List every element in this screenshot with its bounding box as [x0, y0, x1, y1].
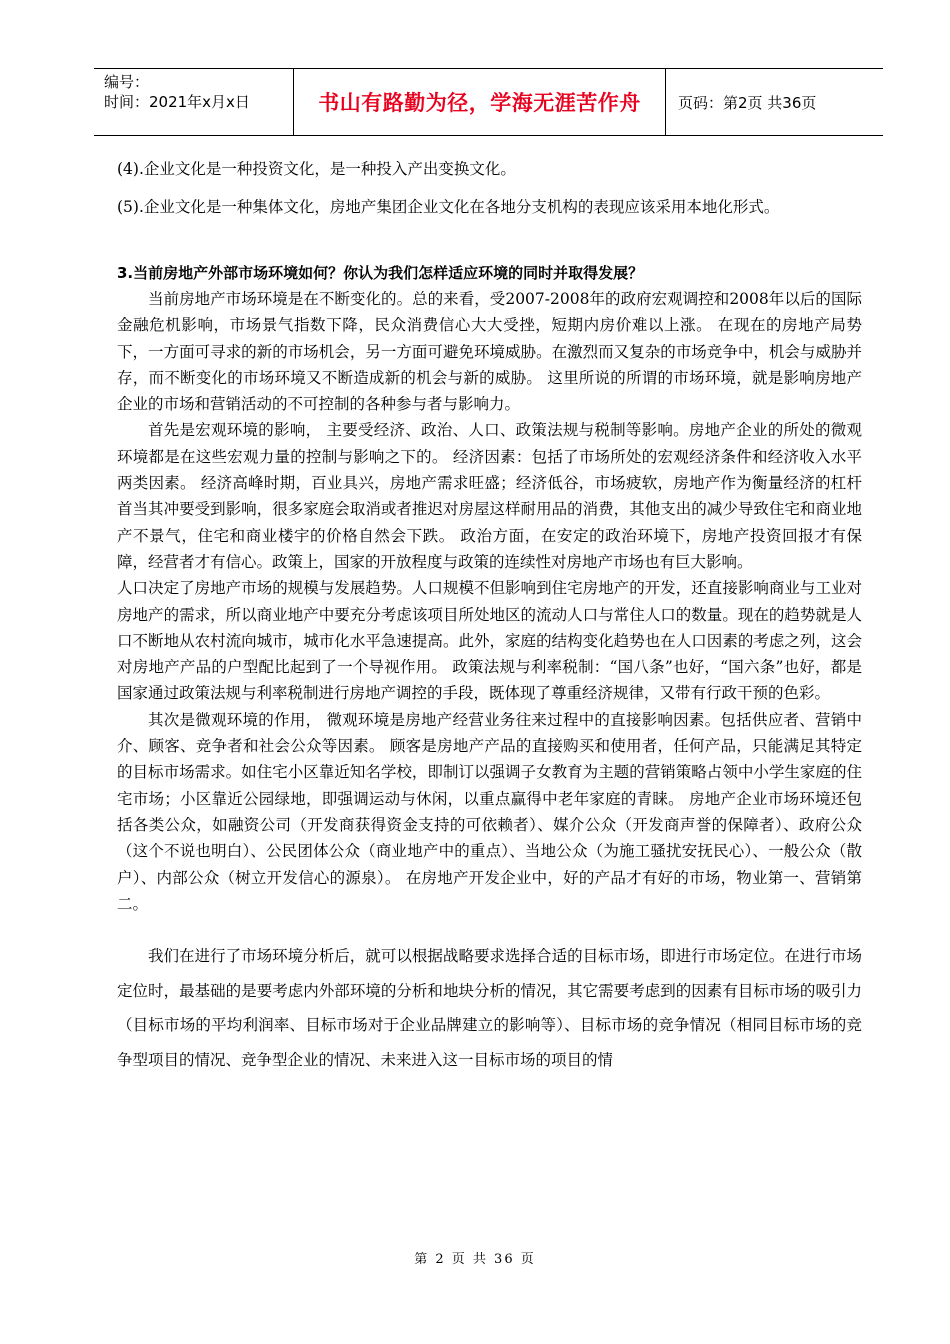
- header-meta-cell: [94, 69, 294, 135]
- document-body: [117, 150, 862, 1077]
- page-footer: 第 2 页 共 36 页: [414, 1252, 536, 1267]
- paragraph-population: 人口决定了房地产市场的规模与发展趋势。人口规模不但影响到住宅房地产的开发，还直接影响商业与工业对房地产的需求，所以商业地产中要充分考虑该项目所处地区的流动人口与常住人口的数量。现在的趋势就是人口不断地从农村流向城市，城市化水平急速提高。此外，家庭的结构变化趋势也在人口因素的考虑之列，这会对房地产产品的户型配比起到了一个导视作用。 政策法规与利率税制：“国八条”也好，“国六条”也好，都是国家通过政策法规与利率税制进行房地产调控的手段，既体现了尊重经济规律，又带有行政干预的色彩。: [117, 579, 862, 703]
- header-motto: 书山有路勤为径，学海无涯苦作舟: [294, 69, 666, 135]
- list-item-4: (4).企业文化是一种投资文化，是一种投入产出变换文化。: [117, 160, 516, 178]
- paragraph-micro-environment: 其次是微观环境的作用， 微观环境是房地产经营业务往来过程中的直接影响因素。包括供应者、营销中介、顾客、竞争者和社会公众等因素。 顾客是房地产产品的直接购买和使用者，任何产品，只能满足其特定的目标市场需求。如住宅小区靠近知名学校，即制订以强调子女教育为主题的营销策略占领中小学生家庭的住宅市场；小区靠近公园绿地，即强调运动与休闲，以重点赢得中老年家庭的青睐。 房地产企业市场环境还包括各类公众，如融资公司（开发商获得资金支持的可依赖者）、媒介公众（开发商声誉的保障者）、政府公众（这个不说也明白）、公民团体公众（商业地产中的重点）、当地公众（为施工骚扰安抚民心）、一般公众（散户）、内部公众（树立开发信心的源泉）。 在房地产开发企业中，好的产品才有好的市场，物业第一、营销第二。: [117, 710, 862, 913]
- document-time-label: 时间：2021年x月x日: [104, 93, 250, 111]
- paragraph-macro-environment: 首先是宏观环境的影响， 主要受经济、政治、人口、政策法规与税制等影响。房地产企业的所处的微观环境都是在这些宏观力量的控制与影响之下的。 经济因素：包括了市场所处的宏观经济条件和经济收入水平两类因素。 经济高峰时期，百业具兴，房地产需求旺盛；经济低谷，市场疲软，房地产作为衡量经济的杠杆首当其冲要受到影响，很多家庭会取消或者推迟对房屋这样耐用品的消费，其他支出的减少导致住宅和商业地产不景气，住宅和商业楼宇的价格自然会下跌。 政治方面，在安定的政治环境下，房地产投资回报才有保障，经营者才有信心。政策上，国家的开放程度与政策的连续性对房地产市场也有巨大影响。: [117, 421, 862, 571]
- header-page-number: 页码：第2页 共36页: [678, 93, 817, 112]
- paragraph-market-environment: 当前房地产市场环境是在不断变化的。总的来看，受2007-2008年的政府宏观调控和2008年以后的国际金融危机影响，市场景气指数下降，民众消费信心大大受挫，短期内房价难以上涨。 在现在的房地产局势下，一方面可寻求的新的市场机会，另一方面可避免环境威胁。在激烈而又复杂的市场竞争中，机会与威胁并存，而不断变化的市场环境又不断造成新的机会与新的威胁。 这里所说的所谓的市场环境，就是影响房地产企业的市场和营销活动的不可控制的各种参与者与影响力。: [117, 290, 862, 414]
- list-item-5: (5).企业文化是一种集体文化，房地产集团企业文化在各地分支机构的表现应该采用本地化形式。: [117, 198, 780, 216]
- document-code-label: 编号：: [104, 73, 150, 91]
- section-heading: 3.当前房地产外部市场环境如何？你认为我们怎样适应环境的同时并取得发展？: [117, 264, 644, 282]
- page-header: [94, 68, 883, 136]
- paragraph-market-positioning: 我们在进行了市场环境分析后，就可以根据战略要求选择合适的目标市场，即进行市场定位。在进行市场定位时，最基础的是要考虑内外部环境的分析和地块分析的情况，其它需要考虑到的因素有目标市场的吸引力（目标市场的平均利润率、目标市场对于企业品牌建立的影响等）、目标市场的竞争情况（相同目标市场的竞争型项目的情况、竞争型企业的情况、未来进入这一目标市场的项目的情: [117, 947, 862, 1069]
